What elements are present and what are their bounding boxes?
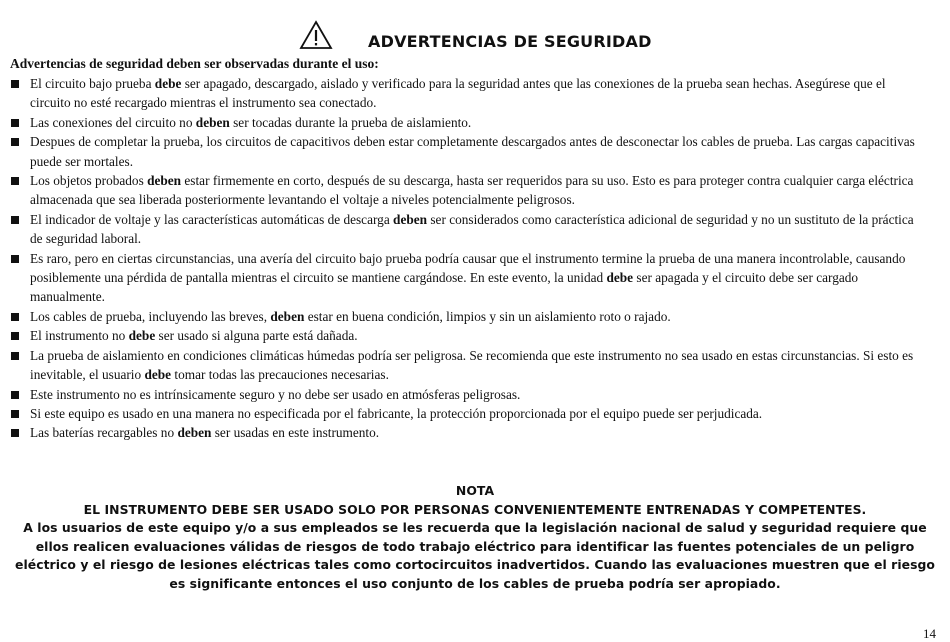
warning-text-rest: ser apagada y el circuito debe ser cargado manualmente. [30, 270, 859, 305]
note-block [10, 482, 940, 593]
page-number: 14 [923, 626, 936, 641]
warning-text-rest: ser apagado, descargado, aislado y verificado para la seguridad antes que las conexiones de la prueba sean hechas. Asegúrese que el circuito no esté recargado mientras el instrumento sea conectado. [30, 76, 886, 111]
warning-text: La prueba de aislamiento en condiciones climáticas húmedas podría ser peligrosa. Se recomienda que este instrumento no sea usado en estas circunstancias. Si esto es inevitable, el usuario [30, 347, 914, 383]
square-bullet-icon [11, 352, 19, 360]
warning-text: Si este equipo es usado en una manera no especificada por el fabricante, la protección proporcionada por el equipo puede ser perjudicada. [30, 405, 763, 421]
warning-text: El instrumento no [30, 328, 129, 344]
square-bullet-icon [11, 119, 19, 127]
warning-item [10, 74, 922, 113]
warning-text: Las conexiones del circuito no [30, 114, 196, 130]
warning-emphasis: debe [128, 328, 156, 344]
warning-text: Despues de completar la prueba, los circuitos de capacitivos deben estar completamente descargados antes de desconectar los cables de prueba. Las cargas capacitivas puede ser mortales. [30, 134, 915, 169]
warning-text-rest: ser usadas en este instrumento. [211, 425, 380, 441]
warning-text-rest: estar en buena condición, limpios y sin un aislamiento roto o rajado. [304, 308, 671, 324]
square-bullet-icon [11, 177, 19, 185]
page-title: ADVERTENCIAS DE SEGURIDAD [368, 32, 652, 51]
section-subtitle: Advertencias de seguridad deben ser observadas durante el uso: [10, 56, 379, 71]
warning-item [10, 307, 922, 326]
square-bullet-icon [11, 80, 19, 88]
square-bullet-icon [11, 332, 19, 340]
square-bullet-icon [11, 313, 19, 321]
warning-item [10, 346, 922, 385]
warning-text-rest: ser considerados como característica adicional de seguridad y no un sustituto de la práctica de seguridad laboral. [30, 211, 914, 247]
warning-text-rest: estar firmemente en corto, después de su descarga, hasta ser requeridos para su uso. Esto es para proteger contra cualquier carga eléctrica almacenada que sea liberada posteriormente levantando el voltaje a niveles potencialmente peligrosos. [30, 173, 914, 208]
note-body: A los usuarios de este equipo y/o a sus empleados se les recuerda que la legislación nacional de salud y seguridad requiere que ellos realicen evaluaciones válidas de riesgos de todo trabajo eléctrico para identificar las fuentes potenciales de un peligro eléctrico y el riesgo de lesiones eléctricas tales como cortocircuitos inadvertidos. Cuando las evaluaciones muestren que el riesgo es significante entonces el uso conjunto de los cables de prueba podría ser apropiado. [14, 520, 935, 591]
warning-emphasis: deben [195, 114, 230, 130]
warning-emphasis: debe [144, 367, 172, 383]
warnings-list [10, 74, 922, 443]
warning-emphasis: debe [606, 270, 634, 286]
warning-emphasis: deben [177, 425, 212, 441]
warning-item [10, 423, 922, 442]
warning-item [10, 249, 922, 307]
warning-item [10, 113, 922, 132]
warning-text: Los cables de prueba, incluyendo las breves, [30, 308, 271, 324]
warning-triangle-icon [299, 20, 333, 50]
square-bullet-icon [11, 410, 19, 418]
square-bullet-icon [11, 429, 19, 437]
square-bullet-icon [11, 216, 19, 224]
warning-item [10, 326, 922, 345]
warning-text: El indicador de voltaje y las características automáticas de descarga [30, 211, 394, 227]
warning-text: El circuito bajo prueba [30, 76, 155, 91]
warning-text: Es raro, pero en ciertas circunstancias, una avería del circuito bajo prueba podría causar que el instrumento termine la prueba de una manera incontrolable, causando posiblemente una pérdida de pantalla mientras el circuito se mantiene cargándose. En este evento, la unidad [30, 250, 906, 286]
warning-text-rest: tomar todas las precauciones necesarias. [171, 367, 389, 383]
warning-emphasis: deben [393, 211, 428, 227]
warning-item [10, 171, 922, 210]
warning-emphasis: deben [147, 173, 182, 189]
warning-emphasis: debe [154, 76, 182, 91]
warning-text-rest: ser tocadas durante la prueba de aislamiento. [229, 114, 472, 130]
square-bullet-icon [11, 255, 19, 263]
square-bullet-icon [11, 391, 19, 399]
warning-text: Los objetos probados [30, 173, 148, 189]
warning-text-rest: ser usado si alguna parte está dañada. [155, 328, 358, 344]
warning-text: Este instrumento no es intrínsicamente seguro y no debe ser usado en atmósferas peligrosas. [30, 386, 521, 402]
note-title: NOTA [455, 483, 495, 498]
warning-item [10, 210, 922, 249]
warning-item [10, 385, 922, 404]
warning-text: Las baterías recargables no [30, 425, 178, 441]
warning-item [10, 132, 922, 171]
note-heading: EL INSTRUMENTO DEBE SER USADO SOLO POR PERSONAS CONVENIENTEMENTE ENTRENADAS Y COMPETENTES. [83, 501, 867, 517]
warning-item [10, 404, 922, 423]
page-header [0, 18, 950, 54]
warning-emphasis: deben [270, 308, 305, 324]
square-bullet-icon [11, 138, 19, 146]
